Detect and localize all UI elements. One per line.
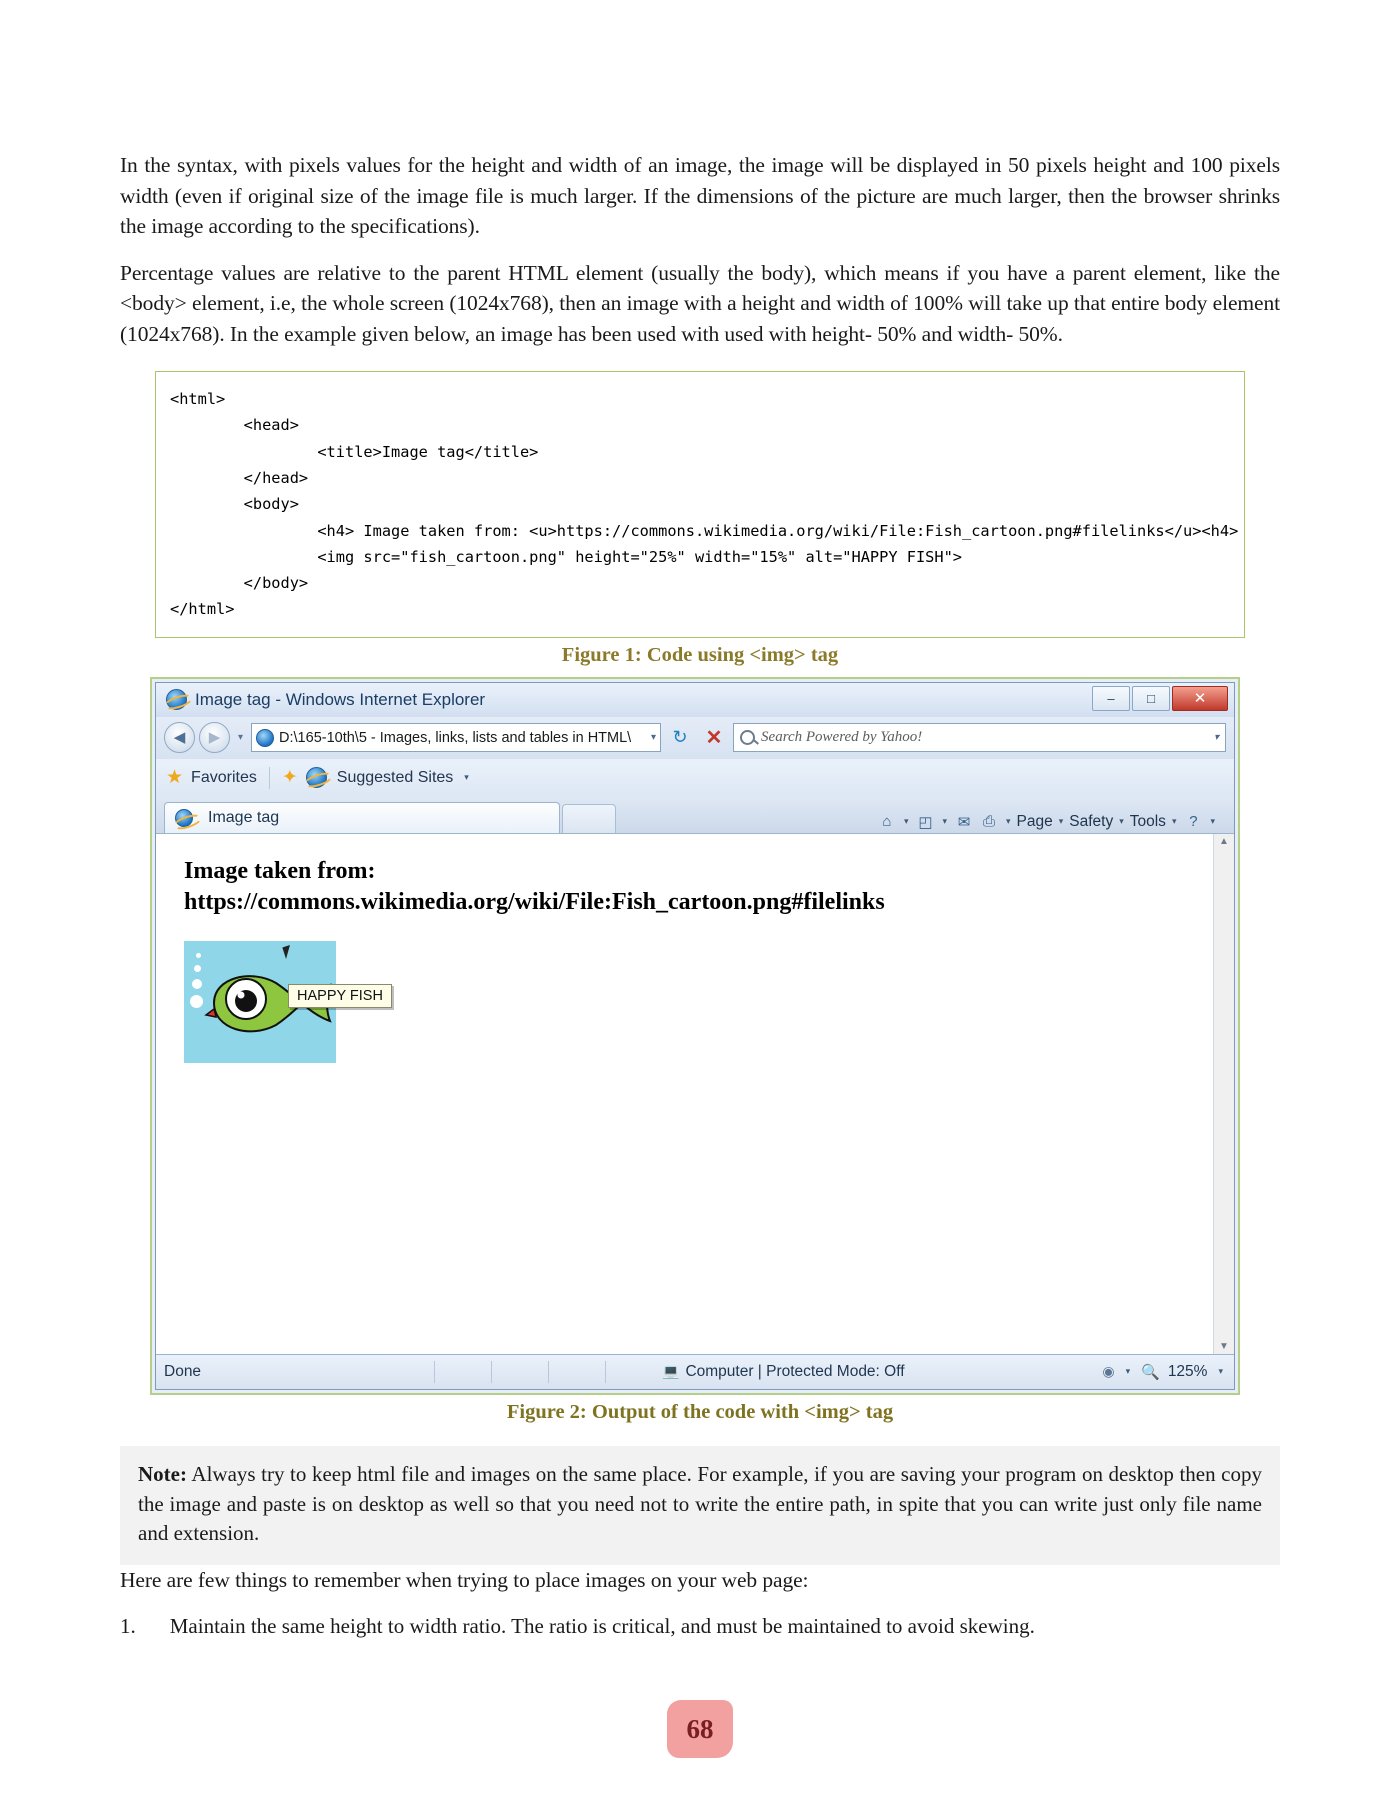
browser-titlebar bbox=[156, 683, 1234, 717]
privacy-chevron-down-icon[interactable]: ▾ bbox=[1125, 1366, 1131, 1377]
browser-window bbox=[155, 682, 1235, 1390]
tab-favicon-icon bbox=[175, 809, 193, 827]
print-chevron-down-icon[interactable]: ▾ bbox=[1006, 816, 1011, 827]
safety-menu[interactable]: Safety bbox=[1069, 812, 1114, 830]
browser-screenshot-frame bbox=[150, 677, 1240, 1395]
new-tab-button[interactable] bbox=[562, 804, 616, 833]
note-text: Always try to keep html file and images on the same place. For example, if you are saving your program on desktop then copy the image and paste is on desktop as well so that you need not to write the entire path, in spite that you can write just only file name and extension. bbox=[138, 1461, 1262, 1546]
code-line-6: <body> bbox=[170, 495, 299, 514]
suggested-sites-label[interactable]: Suggested Sites bbox=[336, 768, 454, 786]
help-icon[interactable]: ? bbox=[1189, 813, 1198, 831]
window-controls bbox=[1092, 686, 1228, 711]
rendered-page bbox=[156, 834, 1213, 1354]
search-icon bbox=[740, 730, 755, 745]
list-item bbox=[120, 1612, 1280, 1641]
forward-arrow-icon[interactable]: ▶ bbox=[199, 722, 230, 753]
history-chevron-down-icon[interactable]: ▾ bbox=[238, 732, 244, 744]
back-arrow-icon[interactable]: ◀ bbox=[164, 722, 195, 753]
tools-chevron-down-icon[interactable]: ▾ bbox=[1171, 816, 1177, 827]
command-bar bbox=[876, 811, 1226, 833]
divider bbox=[548, 1361, 549, 1383]
maximize-button[interactable]: □ bbox=[1132, 686, 1170, 711]
internet-explorer-icon bbox=[166, 689, 187, 710]
home-icon[interactable]: ⌂ bbox=[882, 813, 892, 831]
paragraph-pixels-values: In the syntax, with pixels values for the height and width of an image, the image will be displayed in 50 pixels height and 100 pixels width (even if original size of the image file is much larger. If the dimensions of the picture are much larger, then the browser shrinks the image according to the specifications). bbox=[120, 153, 1280, 239]
tools-menu[interactable]: Tools bbox=[1129, 812, 1166, 830]
address-bar[interactable] bbox=[251, 723, 661, 752]
list-item-text: Maintain the same height to width ratio. The ratio is critical, and must be maintained to avoid skewing. bbox=[169, 1613, 1035, 1638]
safety-chevron-down-icon[interactable]: ▾ bbox=[1119, 816, 1124, 827]
code-line-11: </body> bbox=[170, 574, 309, 593]
tab-image-tag[interactable] bbox=[164, 802, 560, 833]
zoom-controls[interactable] bbox=[1102, 1363, 1226, 1381]
window-title: Image tag - Windows Internet Explorer bbox=[195, 689, 486, 709]
page-number-badge: 68 bbox=[667, 1700, 733, 1758]
figure-1-caption: Figure 1: Code using <img> tag bbox=[561, 643, 839, 666]
security-zone[interactable] bbox=[662, 1363, 905, 1381]
help-chevron-down-icon[interactable]: ▾ bbox=[1210, 816, 1215, 827]
divider bbox=[605, 1361, 606, 1383]
code-listing bbox=[155, 371, 1245, 638]
search-chevron-down-icon[interactable]: ▾ bbox=[1213, 732, 1219, 744]
zoom-level: 125% bbox=[1167, 1362, 1208, 1380]
list-item-number: 1. bbox=[120, 1613, 136, 1638]
add-favorites-icon[interactable]: ✦ bbox=[281, 767, 298, 789]
page-heading-line-1: Image taken from: bbox=[184, 857, 376, 884]
note-box bbox=[120, 1446, 1280, 1565]
favorites-label[interactable]: Favorites bbox=[191, 768, 257, 786]
print-icon[interactable]: ⎙ bbox=[982, 813, 995, 831]
page-menu[interactable]: Page bbox=[1016, 812, 1053, 830]
minimize-button[interactable]: – bbox=[1092, 686, 1130, 711]
status-state: Done bbox=[164, 1362, 202, 1380]
page-number bbox=[0, 1700, 1400, 1758]
page-chevron-down-icon[interactable]: ▾ bbox=[1058, 816, 1064, 827]
code-line-1: <html> bbox=[170, 390, 226, 409]
code-line-3: <title>Image tag</title> bbox=[170, 442, 539, 461]
scroll-down-icon[interactable]: ▼ bbox=[1219, 1340, 1229, 1352]
image-alt-tooltip: HAPPY FISH bbox=[288, 984, 392, 1008]
zoom-chevron-down-icon[interactable]: ▾ bbox=[1218, 1366, 1223, 1377]
favorites-bar bbox=[156, 759, 1234, 797]
search-placeholder-text: Search Powered by Yahoo! bbox=[761, 729, 923, 746]
favorites-star-icon: ★ bbox=[166, 767, 184, 789]
refresh-icon[interactable]: ↻ bbox=[672, 727, 688, 748]
browser-status-bar bbox=[156, 1354, 1234, 1389]
code-line-4: </head> bbox=[170, 468, 309, 487]
address-chevron-down-icon[interactable]: ▾ bbox=[651, 732, 657, 744]
divider bbox=[434, 1361, 435, 1383]
feeds-icon[interactable]: ◰ bbox=[918, 813, 933, 831]
tips-list bbox=[120, 1612, 1280, 1641]
divider bbox=[491, 1361, 492, 1383]
privacy-icon[interactable]: ◉ bbox=[1102, 1363, 1115, 1380]
page-heading-line-2: https://commons.wikimedia.org/wiki/File:Fish_cartoon.png#filelinks bbox=[184, 889, 885, 916]
code-line-12: </html> bbox=[170, 600, 235, 619]
paragraph-things-to-remember: Here are few things to remember when trying to place images on your web page: bbox=[120, 1568, 809, 1593]
mail-icon[interactable]: ✉ bbox=[957, 813, 971, 831]
page-favicon-icon bbox=[256, 729, 274, 747]
suggested-sites-icon bbox=[306, 767, 327, 788]
browser-viewport bbox=[156, 833, 1234, 1354]
divider bbox=[269, 767, 270, 789]
search-box[interactable] bbox=[733, 723, 1226, 752]
code-line-9: <img src="fish_cartoon.png" height="25%" width="15%" alt="HAPPY FISH"> bbox=[170, 547, 963, 566]
figure-2-caption: Figure 2: Output of the code with <img> tag bbox=[506, 1400, 894, 1423]
code-line-7: <h4> Image taken from: <u>https://commons.wikimedia.org/wiki/File:Fish_cartoon.png#filelinks</u><h4> bbox=[170, 521, 1239, 540]
scroll-up-icon[interactable]: ▲ bbox=[1219, 835, 1229, 847]
tab-bar bbox=[156, 797, 1234, 833]
paragraph-percentage-values: Percentage values are relative to the parent HTML element (usually the body), which means if you have a parent element, like the <body> element, i.e, the whole screen (1024x768), then an image with a height and width of 100% will take up that entire body element (1024x768). In the example given below, an image has been used with used with height- 50% and width- 50%. bbox=[120, 260, 1280, 346]
zoom-icon: 🔍 bbox=[1141, 1363, 1160, 1381]
browser-navigation-bar bbox=[156, 717, 1234, 759]
address-text: D:\165-10th\5 - Images, links, lists and tables in HTML\ bbox=[279, 729, 632, 746]
close-button[interactable]: ✕ bbox=[1172, 686, 1228, 711]
computer-icon: 💻 bbox=[662, 1363, 680, 1380]
home-chevron-down-icon[interactable]: ▾ bbox=[903, 816, 909, 827]
vertical-scrollbar[interactable] bbox=[1213, 834, 1234, 1354]
code-line-2: <head> bbox=[170, 416, 299, 435]
suggested-sites-chevron-down-icon[interactable]: ▾ bbox=[464, 772, 469, 783]
stop-icon[interactable]: ✕ bbox=[705, 727, 723, 750]
feeds-chevron-down-icon[interactable]: ▾ bbox=[942, 816, 947, 827]
tab-label: Image tag bbox=[208, 808, 280, 826]
note-label: Note: bbox=[138, 1461, 187, 1486]
security-zone-label: Computer | Protected Mode: Off bbox=[685, 1362, 905, 1380]
